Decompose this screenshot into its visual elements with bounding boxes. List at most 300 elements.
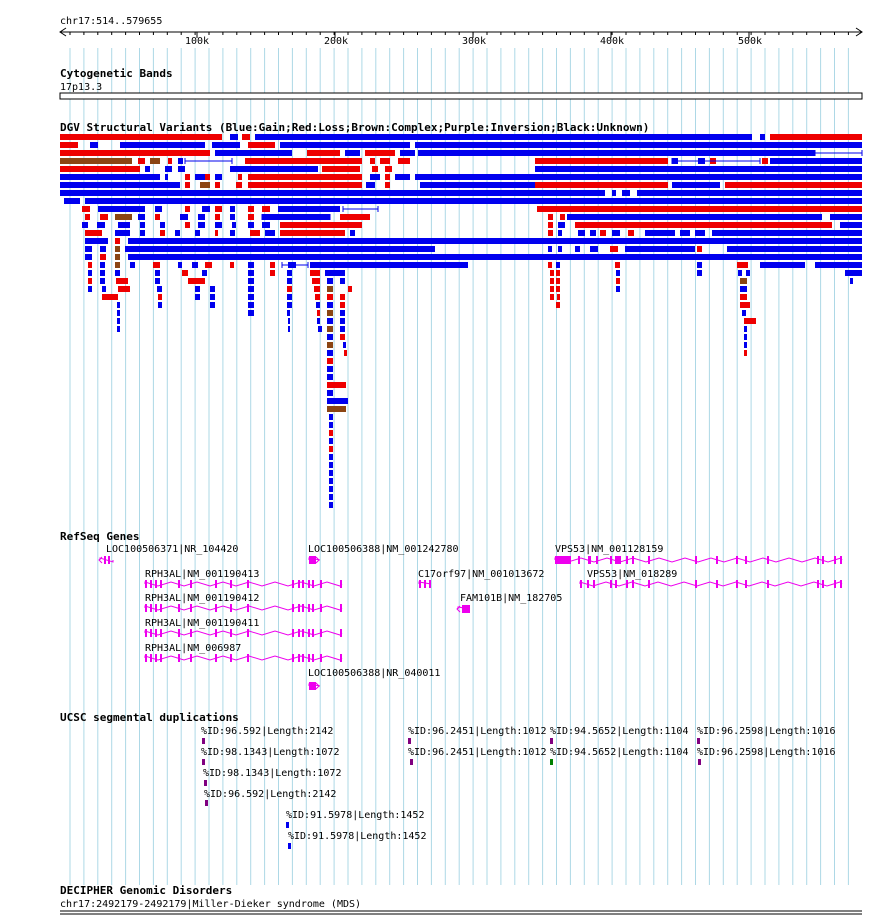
segdup-feature[interactable] xyxy=(550,759,553,765)
sv-feature[interactable] xyxy=(153,262,160,268)
sv-feature[interactable] xyxy=(125,246,130,252)
sv-feature[interactable] xyxy=(744,326,747,332)
sv-feature[interactable] xyxy=(348,286,352,292)
sv-feature[interactable] xyxy=(327,302,333,308)
sv-feature[interactable] xyxy=(88,286,92,292)
sv-feature[interactable] xyxy=(845,270,862,276)
sv-feature[interactable] xyxy=(327,406,346,412)
sv-feature[interactable] xyxy=(287,278,292,284)
sv-feature[interactable] xyxy=(116,278,128,284)
sv-feature[interactable] xyxy=(287,286,292,292)
sv-feature[interactable] xyxy=(548,214,553,220)
sv-feature[interactable] xyxy=(287,310,290,316)
sv-feature[interactable] xyxy=(287,270,292,276)
sv-feature[interactable] xyxy=(327,278,333,284)
sv-feature[interactable] xyxy=(548,246,552,252)
sv-feature[interactable] xyxy=(340,318,345,324)
sv-feature[interactable] xyxy=(64,198,80,204)
sv-feature[interactable] xyxy=(329,414,333,420)
sv-feature[interactable] xyxy=(262,206,270,212)
sv-feature[interactable] xyxy=(82,206,90,212)
sv-feature[interactable] xyxy=(185,174,190,180)
sv-feature[interactable] xyxy=(255,134,752,140)
sv-feature[interactable] xyxy=(60,158,132,164)
sv-feature[interactable] xyxy=(138,158,145,164)
sv-feature[interactable] xyxy=(697,270,702,276)
sv-feature[interactable] xyxy=(215,150,292,156)
sv-feature[interactable] xyxy=(744,318,756,324)
sv-feature[interactable] xyxy=(558,222,565,228)
sv-feature[interactable] xyxy=(158,294,162,300)
sv-feature[interactable] xyxy=(100,246,106,252)
sv-feature[interactable] xyxy=(210,294,215,300)
sv-feature[interactable] xyxy=(115,214,132,220)
sv-feature[interactable] xyxy=(248,142,275,148)
sv-feature[interactable] xyxy=(248,286,254,292)
sv-feature[interactable] xyxy=(548,230,553,236)
sv-feature[interactable] xyxy=(178,262,182,268)
sv-feature[interactable] xyxy=(760,134,765,140)
sv-feature[interactable] xyxy=(230,134,238,140)
sv-feature[interactable] xyxy=(248,182,362,188)
sv-feature[interactable] xyxy=(398,158,410,164)
sv-feature[interactable] xyxy=(140,222,145,228)
sv-feature[interactable] xyxy=(230,262,234,268)
sv-feature[interactable] xyxy=(145,166,150,172)
sv-feature[interactable] xyxy=(365,150,395,156)
sv-feature[interactable] xyxy=(537,206,862,212)
sv-feature[interactable] xyxy=(210,302,215,308)
sv-feature[interactable] xyxy=(100,270,105,276)
sv-feature[interactable] xyxy=(158,302,162,308)
segdup-feature[interactable] xyxy=(288,843,291,849)
sv-feature[interactable] xyxy=(327,358,333,364)
sv-feature[interactable] xyxy=(115,270,120,276)
sv-feature[interactable] xyxy=(215,206,222,212)
sv-feature[interactable] xyxy=(329,462,333,468)
sv-feature[interactable] xyxy=(325,270,345,276)
sv-feature[interactable] xyxy=(88,262,92,268)
sv-feature[interactable] xyxy=(343,342,346,348)
sv-feature[interactable] xyxy=(115,246,120,252)
sv-feature[interactable] xyxy=(100,278,105,284)
sv-feature[interactable] xyxy=(270,262,275,268)
sv-feature[interactable] xyxy=(744,350,747,356)
sv-feature[interactable] xyxy=(372,166,378,172)
sv-feature[interactable] xyxy=(560,214,565,220)
sv-feature[interactable] xyxy=(616,270,620,276)
sv-feature[interactable] xyxy=(200,182,210,188)
sv-feature[interactable] xyxy=(85,246,92,252)
sv-feature[interactable] xyxy=(742,310,746,316)
sv-feature[interactable] xyxy=(578,230,585,236)
sv-feature[interactable] xyxy=(738,270,742,276)
sv-feature[interactable] xyxy=(250,230,260,236)
sv-feature[interactable] xyxy=(97,222,105,228)
sv-feature[interactable] xyxy=(550,294,554,300)
sv-feature[interactable] xyxy=(60,182,180,188)
sv-feature[interactable] xyxy=(697,246,702,252)
sv-feature[interactable] xyxy=(100,214,108,220)
sv-feature[interactable] xyxy=(535,182,668,188)
sv-feature[interactable] xyxy=(248,174,362,180)
sv-feature[interactable] xyxy=(236,182,242,188)
sv-feature[interactable] xyxy=(117,318,120,324)
sv-feature[interactable] xyxy=(118,222,130,228)
sv-feature[interactable] xyxy=(340,302,345,308)
sv-feature[interactable] xyxy=(98,206,145,212)
segdup-feature[interactable] xyxy=(204,780,207,786)
sv-feature[interactable] xyxy=(85,214,90,220)
sv-feature[interactable] xyxy=(616,278,620,284)
sv-feature[interactable] xyxy=(232,222,236,228)
sv-feature[interactable] xyxy=(195,286,200,292)
sv-feature[interactable] xyxy=(740,286,747,292)
sv-feature[interactable] xyxy=(262,222,270,228)
sv-feature[interactable] xyxy=(115,254,120,260)
sv-feature[interactable] xyxy=(138,214,145,220)
sv-feature[interactable] xyxy=(420,182,535,188)
sv-feature[interactable] xyxy=(118,286,130,292)
sv-feature[interactable] xyxy=(85,230,102,236)
segdup-feature[interactable] xyxy=(202,738,205,744)
sv-feature[interactable] xyxy=(610,246,618,252)
sv-feature[interactable] xyxy=(202,270,207,276)
sv-feature[interactable] xyxy=(340,310,345,316)
sv-feature[interactable] xyxy=(329,422,333,428)
sv-feature[interactable] xyxy=(327,326,333,332)
sv-feature[interactable] xyxy=(165,166,172,172)
sv-feature[interactable] xyxy=(188,278,205,284)
sv-feature[interactable] xyxy=(770,158,862,164)
sv-feature[interactable] xyxy=(115,262,120,268)
sv-feature[interactable] xyxy=(215,222,222,228)
sv-feature[interactable] xyxy=(195,294,200,300)
sv-feature[interactable] xyxy=(329,494,333,500)
sv-feature[interactable] xyxy=(157,286,162,292)
sv-feature[interactable] xyxy=(150,158,160,164)
sv-feature[interactable] xyxy=(128,238,862,244)
sv-feature[interactable] xyxy=(242,134,250,140)
sv-feature[interactable] xyxy=(556,262,560,268)
sv-feature[interactable] xyxy=(102,294,118,300)
sv-feature[interactable] xyxy=(90,142,98,148)
sv-feature[interactable] xyxy=(230,206,235,212)
sv-feature[interactable] xyxy=(567,214,822,220)
sv-feature[interactable] xyxy=(329,470,333,476)
sv-feature[interactable] xyxy=(100,262,105,268)
dgv-features[interactable] xyxy=(60,134,862,508)
sv-feature[interactable] xyxy=(192,262,198,268)
sv-feature[interactable] xyxy=(202,206,210,212)
sv-feature[interactable] xyxy=(612,190,616,196)
sv-feature[interactable] xyxy=(245,158,362,164)
sv-feature[interactable] xyxy=(128,254,862,260)
sv-feature[interactable] xyxy=(82,222,88,228)
sv-feature[interactable] xyxy=(315,294,320,300)
sv-feature[interactable] xyxy=(590,230,596,236)
sv-feature[interactable] xyxy=(215,230,218,236)
sv-feature[interactable] xyxy=(248,262,254,268)
sv-feature[interactable] xyxy=(100,254,106,260)
sv-feature[interactable] xyxy=(155,206,162,212)
segdup-feature[interactable] xyxy=(698,759,701,765)
sv-feature[interactable] xyxy=(280,222,362,228)
sv-feature[interactable] xyxy=(616,286,620,292)
sv-feature[interactable] xyxy=(345,150,360,156)
sv-feature[interactable] xyxy=(195,230,200,236)
segdup-feature[interactable] xyxy=(410,759,413,765)
segdup-feature[interactable] xyxy=(202,759,205,765)
sv-feature[interactable] xyxy=(318,326,322,332)
sv-feature[interactable] xyxy=(248,270,254,276)
sv-feature[interactable] xyxy=(130,246,435,252)
sv-feature[interactable] xyxy=(182,270,188,276)
sv-feature[interactable] xyxy=(102,286,106,292)
sv-feature[interactable] xyxy=(672,182,720,188)
sv-feature[interactable] xyxy=(680,230,690,236)
sv-feature[interactable] xyxy=(317,310,320,316)
sv-feature[interactable] xyxy=(322,166,360,172)
sv-feature[interactable] xyxy=(327,286,333,292)
sv-feature[interactable] xyxy=(340,294,345,300)
sv-feature[interactable] xyxy=(727,246,862,252)
sv-feature[interactable] xyxy=(175,230,180,236)
sv-feature[interactable] xyxy=(740,302,750,308)
sv-feature[interactable] xyxy=(366,182,375,188)
sv-feature[interactable] xyxy=(725,182,862,188)
sv-feature[interactable] xyxy=(370,174,380,180)
sv-feature[interactable] xyxy=(278,206,340,212)
sv-feature[interactable] xyxy=(160,222,165,228)
sv-feature[interactable] xyxy=(385,166,392,172)
sv-feature[interactable] xyxy=(830,214,862,220)
sv-feature[interactable] xyxy=(88,278,92,284)
sv-feature[interactable] xyxy=(198,222,205,228)
sv-feature[interactable] xyxy=(628,230,634,236)
sv-feature[interactable] xyxy=(248,214,254,220)
sv-feature[interactable] xyxy=(310,262,468,268)
sv-feature[interactable] xyxy=(115,238,120,244)
segdup-feature[interactable] xyxy=(550,738,553,744)
sv-feature[interactable] xyxy=(195,174,205,180)
sv-feature[interactable] xyxy=(205,262,212,268)
sv-feature[interactable] xyxy=(590,246,598,252)
sv-feature[interactable] xyxy=(210,286,215,292)
sv-feature[interactable] xyxy=(165,174,168,180)
sv-feature[interactable] xyxy=(327,318,333,324)
gene-c17orf97[interactable] xyxy=(419,580,431,588)
sv-feature[interactable] xyxy=(840,222,862,228)
sv-feature[interactable] xyxy=(212,142,240,148)
sv-feature[interactable] xyxy=(178,158,183,164)
sv-feature[interactable] xyxy=(615,262,620,268)
sv-feature[interactable] xyxy=(329,438,333,444)
sv-feature[interactable] xyxy=(737,262,748,268)
sv-feature[interactable] xyxy=(637,190,862,196)
sv-feature[interactable] xyxy=(327,334,333,340)
sv-feature[interactable] xyxy=(575,222,832,228)
sv-feature[interactable] xyxy=(60,150,210,156)
gene-rph3al-3[interactable] xyxy=(145,654,342,662)
sv-feature[interactable] xyxy=(327,374,333,380)
sv-feature[interactable] xyxy=(370,158,375,164)
sv-feature[interactable] xyxy=(746,270,750,276)
sv-feature[interactable] xyxy=(230,214,235,220)
sv-feature[interactable] xyxy=(625,246,695,252)
sv-feature[interactable] xyxy=(575,246,580,252)
sv-feature[interactable] xyxy=(215,174,222,180)
sv-feature[interactable] xyxy=(288,326,290,332)
sv-feature[interactable] xyxy=(550,286,554,292)
sv-feature[interactable] xyxy=(327,382,346,388)
sv-feature[interactable] xyxy=(60,134,222,140)
sv-feature[interactable] xyxy=(160,230,165,236)
sv-feature[interactable] xyxy=(85,254,92,260)
sv-feature[interactable] xyxy=(815,262,862,268)
sv-feature[interactable] xyxy=(556,270,560,276)
sv-feature[interactable] xyxy=(548,222,553,228)
sv-feature[interactable] xyxy=(760,262,805,268)
sv-feature[interactable] xyxy=(85,238,108,244)
sv-feature[interactable] xyxy=(327,350,333,356)
sv-feature[interactable] xyxy=(622,190,630,196)
sv-feature[interactable] xyxy=(168,158,172,164)
sv-feature[interactable] xyxy=(215,214,220,220)
sv-feature[interactable] xyxy=(180,214,188,220)
sv-feature[interactable] xyxy=(307,150,340,156)
sv-feature[interactable] xyxy=(556,278,560,284)
sv-feature[interactable] xyxy=(550,278,554,284)
sv-feature[interactable] xyxy=(385,174,390,180)
sv-feature[interactable] xyxy=(329,478,333,484)
sv-feature[interactable] xyxy=(327,390,333,396)
segdup-feature[interactable] xyxy=(286,822,289,828)
sv-feature[interactable] xyxy=(380,158,390,164)
sv-feature[interactable] xyxy=(265,230,275,236)
sv-feature[interactable] xyxy=(712,230,862,236)
sv-feature[interactable] xyxy=(548,262,552,268)
sv-feature[interactable] xyxy=(350,230,355,236)
sv-feature[interactable] xyxy=(556,302,560,308)
cytoband-ideogram[interactable] xyxy=(60,93,862,99)
sv-feature[interactable] xyxy=(327,342,333,348)
sv-feature[interactable] xyxy=(155,278,160,284)
sv-feature[interactable] xyxy=(327,294,333,300)
sv-feature[interactable] xyxy=(60,166,140,172)
sv-feature[interactable] xyxy=(287,302,292,308)
sv-feature[interactable] xyxy=(329,430,333,436)
sv-feature[interactable] xyxy=(557,294,560,300)
sv-feature[interactable] xyxy=(60,142,78,148)
sv-feature[interactable] xyxy=(117,302,120,308)
sv-feature[interactable] xyxy=(185,222,190,228)
sv-feature[interactable] xyxy=(248,222,254,228)
sv-feature[interactable] xyxy=(329,502,333,508)
sv-feature[interactable] xyxy=(340,334,345,340)
gene-rph3al-2[interactable] xyxy=(145,629,342,637)
sv-feature[interactable] xyxy=(280,230,345,236)
sv-feature[interactable] xyxy=(205,174,210,180)
sv-feature[interactable] xyxy=(130,262,135,268)
sv-feature[interactable] xyxy=(117,310,120,316)
segdup-feature[interactable] xyxy=(697,738,700,744)
sv-feature[interactable] xyxy=(60,174,160,180)
sv-feature[interactable] xyxy=(317,318,320,324)
sv-feature[interactable] xyxy=(558,246,562,252)
sv-feature[interactable] xyxy=(850,278,853,284)
sv-feature[interactable] xyxy=(344,350,347,356)
sv-feature[interactable] xyxy=(340,278,345,284)
sv-feature[interactable] xyxy=(400,150,415,156)
sv-feature[interactable] xyxy=(185,182,190,188)
sv-feature[interactable] xyxy=(230,230,235,236)
sv-feature[interactable] xyxy=(327,366,333,372)
sv-feature[interactable] xyxy=(418,150,815,156)
sv-feature[interactable] xyxy=(327,310,333,316)
sv-feature[interactable] xyxy=(340,326,345,332)
sv-feature[interactable] xyxy=(248,206,254,212)
sv-feature[interactable] xyxy=(645,230,675,236)
sv-feature[interactable] xyxy=(740,294,747,300)
sv-feature[interactable] xyxy=(762,158,768,164)
sv-feature[interactable] xyxy=(600,230,606,236)
sv-feature[interactable] xyxy=(415,174,862,180)
sv-feature[interactable] xyxy=(415,142,862,148)
sv-feature[interactable] xyxy=(155,214,160,220)
sv-feature[interactable] xyxy=(288,318,290,324)
sv-feature[interactable] xyxy=(215,182,220,188)
sv-feature[interactable] xyxy=(327,398,348,404)
sv-feature[interactable] xyxy=(340,214,370,220)
sv-feature[interactable] xyxy=(185,206,190,212)
sv-feature[interactable] xyxy=(385,182,390,188)
sv-feature[interactable] xyxy=(178,166,185,172)
sv-feature[interactable] xyxy=(230,166,318,172)
gene-rph3al-1[interactable] xyxy=(145,604,342,612)
sv-feature[interactable] xyxy=(115,230,130,236)
sv-feature[interactable] xyxy=(238,174,242,180)
gene-vps53-2[interactable] xyxy=(580,580,842,588)
sv-feature[interactable] xyxy=(612,230,620,236)
sv-feature[interactable] xyxy=(88,270,92,276)
sv-feature[interactable] xyxy=(556,286,560,292)
sv-feature[interactable] xyxy=(535,158,668,164)
sv-feature[interactable] xyxy=(695,230,705,236)
sv-feature[interactable] xyxy=(140,230,145,236)
sv-feature[interactable] xyxy=(329,486,333,492)
sv-feature[interactable] xyxy=(550,270,554,276)
sv-feature[interactable] xyxy=(316,302,320,308)
sv-feature[interactable] xyxy=(155,270,160,276)
sv-feature[interactable] xyxy=(314,286,320,292)
sv-feature[interactable] xyxy=(310,270,320,276)
sv-feature[interactable] xyxy=(744,342,747,348)
sv-feature[interactable] xyxy=(248,294,254,300)
sv-feature[interactable] xyxy=(770,134,862,140)
sv-feature[interactable] xyxy=(329,446,333,452)
sv-feature[interactable] xyxy=(287,294,292,300)
sv-feature[interactable] xyxy=(270,270,275,276)
sv-feature[interactable] xyxy=(558,230,562,236)
sv-feature[interactable] xyxy=(117,326,120,332)
sv-feature[interactable] xyxy=(198,214,205,220)
sv-feature[interactable] xyxy=(697,262,702,268)
sv-feature[interactable] xyxy=(312,278,320,284)
sv-feature[interactable] xyxy=(60,190,605,196)
sv-feature[interactable] xyxy=(744,334,747,340)
sv-feature[interactable] xyxy=(329,454,333,460)
